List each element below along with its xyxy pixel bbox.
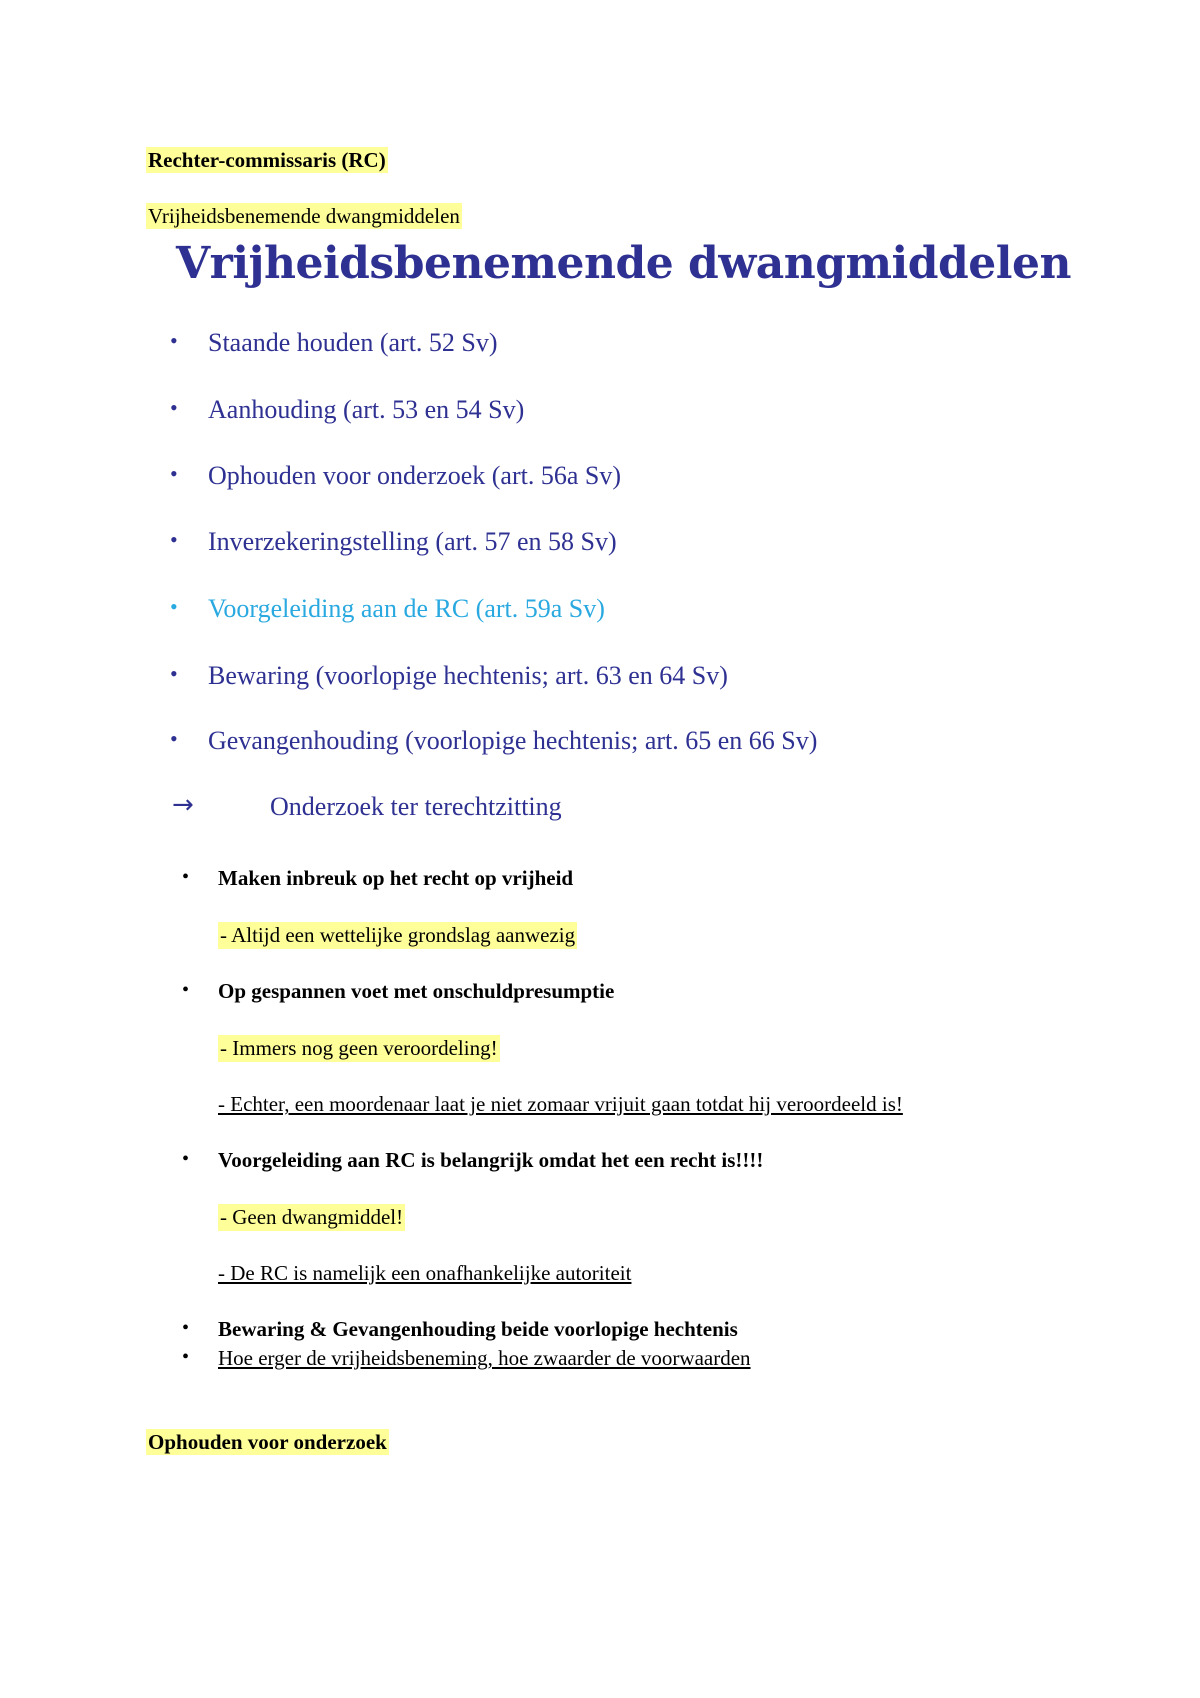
bullet-icon: • — [170, 527, 178, 552]
heading-ophouden-voor-onderzoek: Ophouden voor onderzoek — [148, 1430, 387, 1454]
bullet-icon: • — [182, 1317, 190, 1339]
bullet-icon: • — [170, 461, 178, 486]
bullet-icon: • — [170, 395, 178, 420]
arrow-right-icon: → — [172, 790, 194, 820]
bullet-icon: • — [182, 866, 190, 888]
bullet-icon: • — [182, 1346, 190, 1368]
slide-title: Vrijheidsbenemende dwangmiddelen — [176, 238, 1071, 289]
heading-rechter-commissaris: Rechter-commissaris (RC) — [148, 148, 386, 172]
bullet-icon: • — [170, 594, 178, 619]
bullet-icon: • — [170, 661, 178, 686]
bullet-icon: • — [182, 1148, 190, 1170]
bullet-icon: • — [170, 726, 178, 751]
bullet-icon: • — [182, 979, 190, 1001]
bullet-icon: • — [170, 328, 178, 353]
heading-vrijheidsbenemende-dwangmiddelen: Vrijheidsbenemende dwangmiddelen — [148, 204, 460, 228]
